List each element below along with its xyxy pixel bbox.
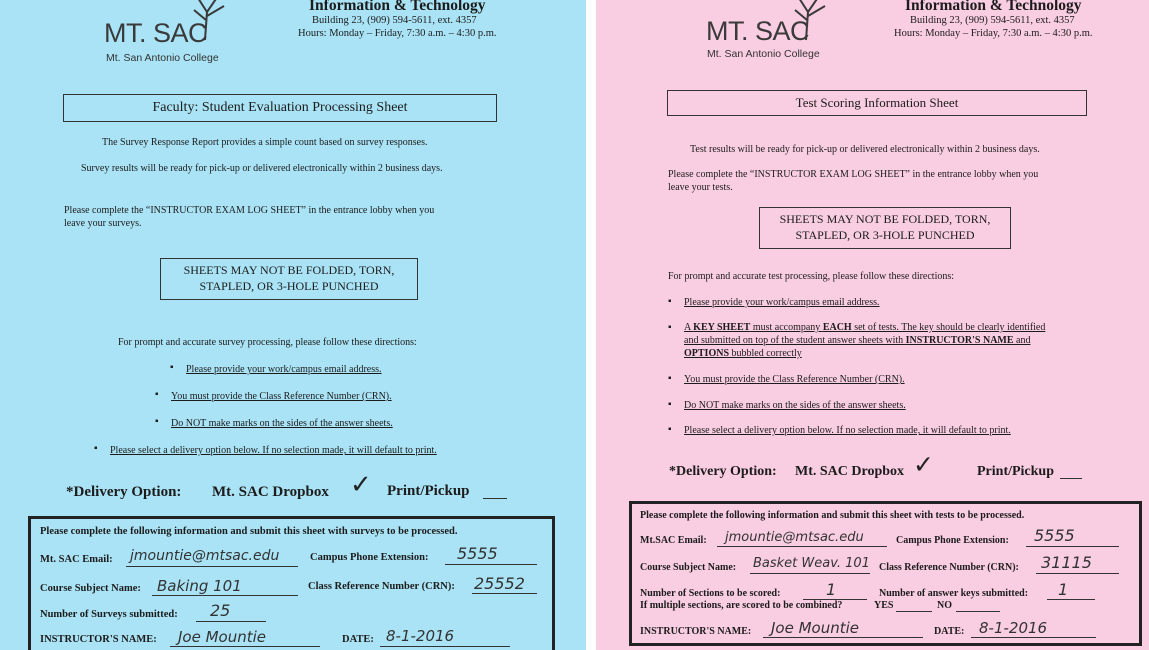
dept-address: Building 23, (909) 594-5611, ext. 4357 <box>312 15 477 26</box>
date-label: DATE: <box>342 634 374 645</box>
college-logo: MT. SAC <box>706 16 810 46</box>
bullet-dot: ▪ <box>668 296 672 307</box>
instructor-label: INSTRUCTOR'S NAME: <box>40 634 157 645</box>
course-label: Course Subject Name: <box>40 583 141 594</box>
check-mark-icon: ✓ <box>350 470 372 499</box>
crn-line <box>1036 573 1119 574</box>
direction-no-marks: Do NOT make marks on the sides of the answer sheets. <box>684 400 906 411</box>
direction-key-sheet-line-3: OPTIONS bubbled correctly <box>684 348 802 359</box>
log-sheet-line-2: leave your tests. <box>668 182 733 193</box>
form-instructions: Please complete the following information and submit this sheet with tests to be processed. <box>640 510 1025 521</box>
print-pickup-blank <box>1060 478 1082 479</box>
bullet-dot: ▪ <box>170 362 174 373</box>
handling-warning <box>759 207 1011 249</box>
dropbox-option[interactable]: Mt. SAC Dropbox <box>212 484 329 500</box>
date-field[interactable]: 8-1-2016 <box>979 619 1048 637</box>
warning-line-1: SHEETS MAY NOT BE FOLDED, TORN, <box>183 263 395 277</box>
direction-crn: You must provide the Class Reference Number (CRN). <box>171 391 392 402</box>
form-instructions: Please complete the following information and submit this sheet with surveys to be processed. <box>40 526 458 537</box>
direction-delivery: Please select a delivery option below. If no selection made, it will default to print. <box>684 425 1011 436</box>
print-pickup-option[interactable]: Print/Pickup <box>977 464 1055 479</box>
college-logo: MT. SAC <box>104 18 208 48</box>
directions-heading: For prompt and accurate survey processing, please follow these directions: <box>118 337 417 348</box>
warning-line-2: STAPLED, OR 3-HOLE PUNCHED <box>199 279 379 293</box>
email-field[interactable]: jmountie@mtsac.edu <box>130 548 280 564</box>
instructor-line <box>763 637 923 638</box>
warning-line-2: STAPLED, OR 3-HOLE PUNCHED <box>795 228 975 242</box>
bullet-dot: ▪ <box>668 399 672 410</box>
date-field[interactable]: 8-1-2016 <box>386 627 455 645</box>
yes-blank[interactable] <box>896 611 932 612</box>
bullet-dot: ▪ <box>668 373 672 384</box>
intro-report: The Survey Response Report provides a simple count based on survey responses. <box>102 137 428 148</box>
phone-line <box>445 564 537 565</box>
sheet-title: Faculty: Student Evaluation Processing Sheet <box>63 94 497 122</box>
direction-key-sheet-line-1: A KEY SHEET must accompany EACH set of tests. The key should be clearly identified <box>684 322 1046 333</box>
log-sheet-line-1: Please complete the “INSTRUCTOR EXAM LOG SHEET” in the entrance lobby when you <box>64 205 435 216</box>
print-pickup-option[interactable]: Print/Pickup <box>387 483 470 499</box>
college-name: Mt. San Antonio College <box>106 52 219 64</box>
course-line <box>750 573 870 574</box>
phone-label: Campus Phone Extension: <box>896 535 1009 546</box>
dept-hours: Hours: Monday – Friday, 7:30 a.m. – 4:30 p.m. <box>298 28 497 39</box>
direction-email: Please provide your work/campus email address. <box>684 297 880 308</box>
bullet-dot: ▪ <box>155 389 159 400</box>
test-scoring-sheet <box>596 0 1149 650</box>
no-blank[interactable] <box>956 611 1000 612</box>
dept-hours: Hours: Monday – Friday, 7:30 a.m. – 4:30 p.m. <box>894 28 1093 39</box>
dept-title: Information & Technology <box>905 0 1082 14</box>
instructor-label: INSTRUCTOR'S NAME: <box>640 626 752 637</box>
phone-field[interactable]: 5555 <box>457 544 498 563</box>
sheet-title: Test Scoring Information Sheet <box>667 90 1087 116</box>
email-label: Mt. SAC Email: <box>40 554 113 565</box>
bullet-dot: ▪ <box>155 416 159 427</box>
directions-heading: For prompt and accurate test processing, please follow these directions: <box>668 271 955 282</box>
crn-label: Class Reference Number (CRN): <box>879 562 1019 573</box>
crn-field[interactable]: 25552 <box>474 574 525 593</box>
yes-label: YES <box>874 600 894 611</box>
direction-delivery: Please select a delivery option below. If no selection made, it will default to print. <box>110 445 437 456</box>
log-sheet-line-2: leave your surveys. <box>64 218 142 229</box>
email-label: Mt.SAC Email: <box>640 535 707 546</box>
bullet-dot: ▪ <box>668 322 672 333</box>
email-line <box>126 566 298 567</box>
instructor-line <box>170 646 320 647</box>
intro-turnaround: Survey results will be ready for pick-up or delivered electronically within 2 business days. <box>81 163 443 174</box>
surveys-count-field[interactable]: 25 <box>210 601 231 620</box>
direction-key-sheet-line-2: and submitted on top of the student answer sheets with INSTRUCTOR'S NAME and <box>684 335 1031 346</box>
direction-email: Please provide your work/campus email address. <box>186 364 382 375</box>
answer-keys-field[interactable]: 1 <box>1058 580 1069 599</box>
dept-address: Building 23, (909) 594-5611, ext. 4357 <box>910 15 1075 26</box>
course-label: Course Subject Name: <box>640 562 737 573</box>
delivery-option-label: *Delivery Option: <box>66 484 182 500</box>
course-line <box>152 595 298 596</box>
answer-keys-label: Number of answer keys submitted: <box>879 588 1029 599</box>
instructor-field[interactable]: Joe Mountie <box>771 619 860 637</box>
bullet-dot: ▪ <box>94 443 98 454</box>
delivery-option-label: *Delivery Option: <box>669 464 777 479</box>
bullet-dot: ▪ <box>668 424 672 435</box>
check-mark-icon: ✓ <box>913 452 934 479</box>
surveys-count-label: Number of Surveys submitted: <box>40 609 178 620</box>
combine-question: If multiple sections, are scored to be combined? <box>640 600 843 611</box>
college-name: Mt. San Antonio College <box>707 48 820 60</box>
direction-crn: You must provide the Class Reference Number (CRN). <box>684 374 905 385</box>
date-line <box>971 637 1096 638</box>
date-label: DATE: <box>934 626 965 637</box>
surveys-count-line <box>196 621 266 622</box>
crn-field[interactable]: 31115 <box>1041 553 1092 572</box>
email-field[interactable]: jmountie@mtsac.edu <box>725 530 864 545</box>
direction-no-marks: Do NOT make marks on the sides of the answer sheets. <box>171 418 393 429</box>
phone-line <box>1026 546 1119 547</box>
handling-warning <box>160 258 418 300</box>
no-label: NO <box>937 600 952 611</box>
email-line <box>717 546 887 547</box>
course-field[interactable]: Basket Weav. 101 <box>753 556 870 571</box>
date-line <box>380 646 510 647</box>
phone-field[interactable]: 5555 <box>1034 526 1075 545</box>
intro-turnaround: Test results will be ready for pick-up or delivered electronically within 2 business days. <box>690 144 1040 155</box>
sections-field[interactable]: 1 <box>826 580 837 599</box>
log-sheet-line-1: Please complete the “INSTRUCTOR EXAM LOG SHEET” in the entrance lobby when you <box>668 169 1039 180</box>
crn-label: Class Reference Number (CRN): <box>308 581 455 592</box>
dropbox-option[interactable]: Mt. SAC Dropbox <box>795 464 905 479</box>
dept-title: Information & Technology <box>309 0 486 14</box>
answer-keys-line <box>1047 599 1095 600</box>
warning-line-1: SHEETS MAY NOT BE FOLDED, TORN, <box>779 212 991 226</box>
phone-label: Campus Phone Extension: <box>310 552 429 563</box>
crn-line <box>472 593 537 594</box>
print-pickup-blank <box>483 498 507 499</box>
sections-label: Number of Sections to be scored: <box>640 588 781 599</box>
course-field[interactable]: Baking 101 <box>157 577 242 595</box>
instructor-field[interactable]: Joe Mountie <box>178 628 267 646</box>
